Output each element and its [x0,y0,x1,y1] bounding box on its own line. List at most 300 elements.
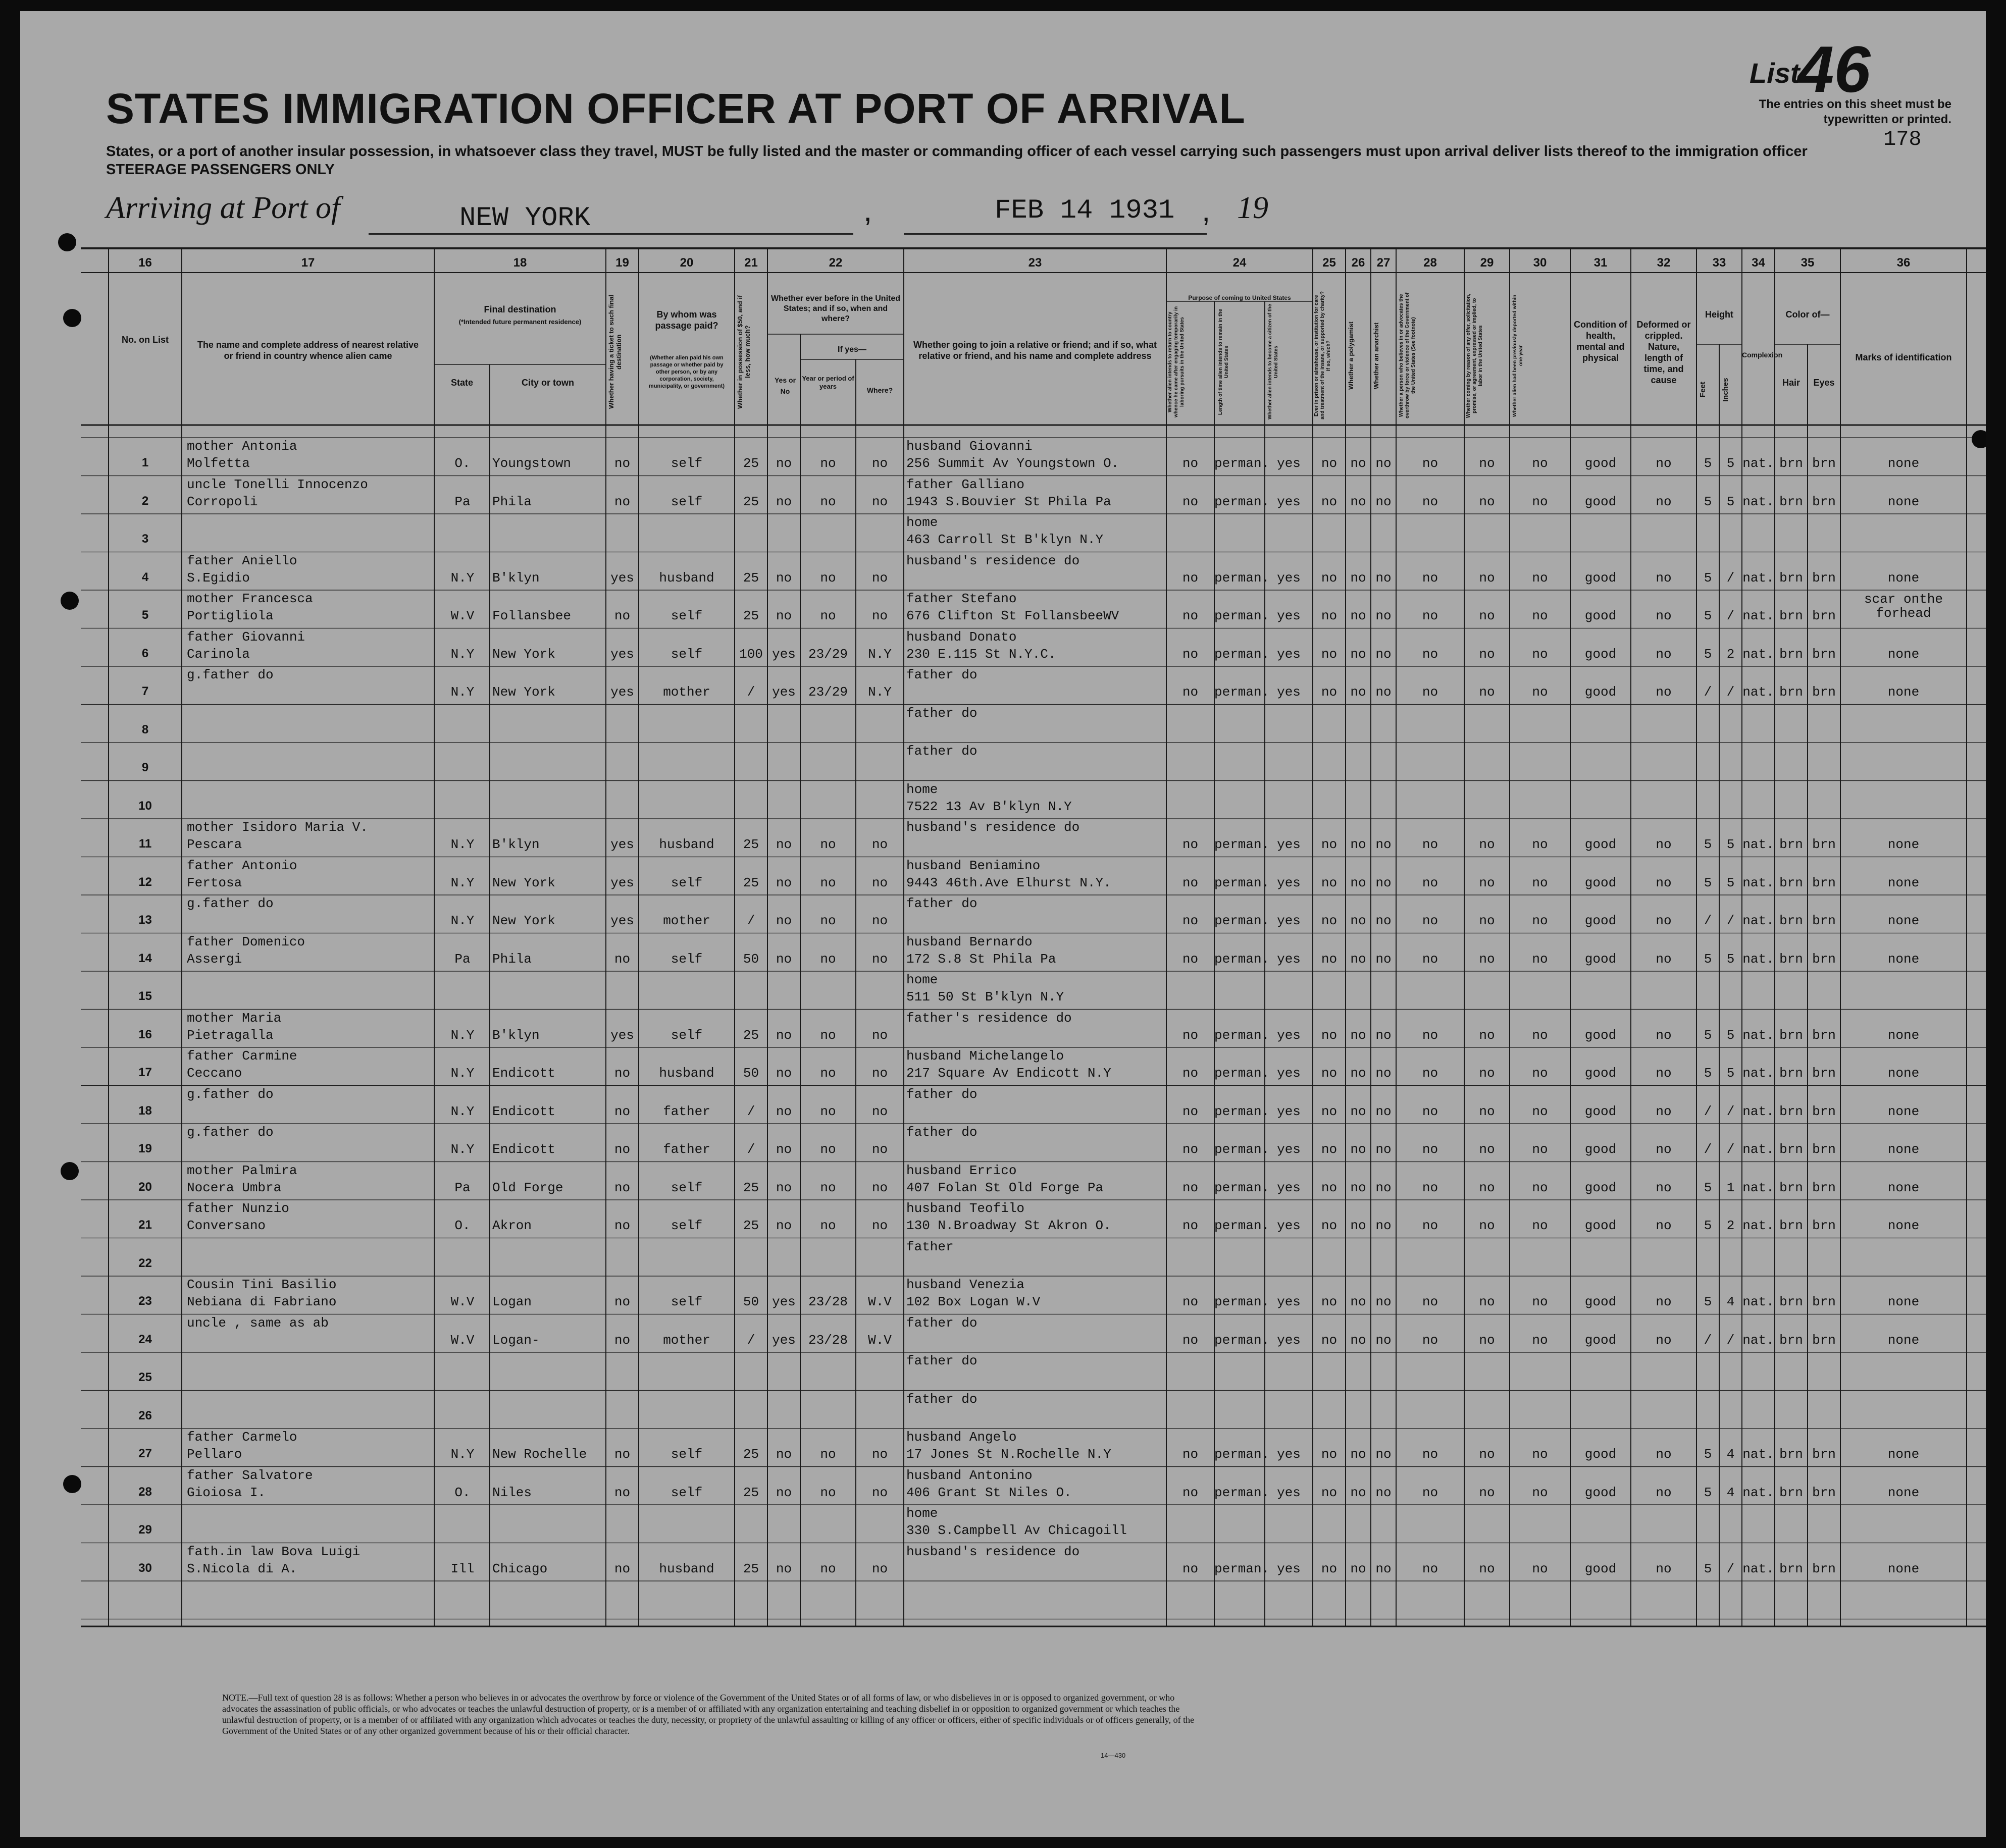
cell-ticket: no [614,1332,631,1348]
cell-no: 24 [138,1332,152,1346]
col-number: 29 [1480,256,1494,270]
cell-ticket: yes [610,875,634,890]
cell-state: N.Y [450,1103,475,1119]
cell-deformed: no [1656,684,1672,700]
cell-comp: nat. [1742,951,1774,967]
cell-q28: no [1422,456,1438,471]
cell-join2: 217 Square Av Endicott N.Y [906,1066,1111,1081]
cell-health: good [1584,1294,1617,1309]
cell-where: no [871,608,888,623]
cell-rel1: Cousin Tini Basilio [187,1277,337,1292]
port-value: NEW YORK [459,203,591,234]
cell-poly: no [1350,1103,1366,1119]
cell-money: / [747,1332,755,1348]
cell-period: no [820,1103,836,1119]
cell-p-b: perman. [1214,1180,1270,1195]
cell-q29: no [1479,646,1495,662]
cell-rel1: mother Palmira [187,1163,297,1178]
cell-q29: no [1479,1561,1495,1576]
cell-p-b: perman. [1214,570,1270,586]
cell-deformed: no [1656,875,1672,890]
cell-rel2: Nocera Umbra [187,1180,282,1195]
footnote-question-28: NOTE.—Full text of question 28 is as follows: Whether a person who believes in or advocates the overthrow by force or violence of the Government of the United States or of all forms of law, or who disbelieves in or is opposed to organized government, or who advocates the assassination of public officials, or who advocates or teaches the unlawful destruction of property, or is a member of or affiliated with any organization entertaining and teaching disbelief in or opposition to organized government or which teaches the unlawful destruction of property, or is a member of or affiliated with any organization which advocates or teaches the duty, necessity, or propriety of the unlawful assaulting or killing of any officer or officers, either of specific individuals or of officers generally, of the Government of the United States or of any other organized government because of his or their official character. [222,1693,1195,1736]
cell-eyes: brn [1812,646,1836,662]
header-period: Year or period of years [802,375,854,390]
header-money: Whether in possession of $50, and if less, how much? [736,295,751,409]
typewritten-note: The entries on this sheet must be typewritten or printed. [1759,97,1951,126]
header-where: Where? [866,386,893,394]
cell-join1: husband Beniamino [906,858,1041,873]
cell-q29: no [1479,456,1495,471]
cell-q30: no [1532,1485,1548,1500]
cell-marks: none [1887,1561,1920,1576]
col-number: 16 [138,256,152,270]
cell-p-b: perman. [1214,646,1270,662]
cell-rel2: Nebiana di Fabriano [187,1294,337,1309]
cell-money: 25 [743,456,759,471]
cell-p-a: no [1182,456,1199,471]
arriving-label: Arriving at Port of [106,191,340,225]
cell-p-c: yes [1277,1103,1301,1119]
cell-poly: no [1350,1027,1366,1043]
cell-ticket: yes [610,684,634,700]
cell-state: O. [454,1218,471,1233]
cell-q28: no [1422,1294,1438,1309]
cell-p-b: perman. [1214,1027,1270,1043]
cell-q28: no [1422,1066,1438,1081]
cell-p-b: perman. [1214,1561,1270,1576]
cell-money: / [747,913,755,928]
cell-eyes: brn [1812,494,1836,509]
cell-q30: no [1532,684,1548,700]
cell-rel2: Portigliola [187,608,274,623]
cell-before: no [776,570,792,586]
cell-no: 20 [138,1180,152,1194]
cell-where: N.Y [868,684,892,700]
cell-anar: no [1375,646,1392,662]
cell-money: 25 [743,1027,759,1043]
cell-rel1: g.father do [187,1086,274,1102]
cell-prison: no [1321,1066,1338,1081]
cell-inches: / [1726,1103,1735,1119]
cell-city: B'klyn [492,570,540,586]
cell-q29: no [1479,684,1495,700]
cell-inches: 5 [1726,951,1735,967]
cell-marks: none [1887,1332,1920,1348]
cell-join2: 17 Jones St N.Rochelle N.Y [906,1447,1111,1462]
cell-deformed: no [1656,608,1672,623]
cell-deformed: no [1656,570,1672,586]
cell-p-a: no [1182,684,1199,700]
cell-period: no [820,913,836,928]
cell-ticket: no [614,608,631,623]
cell-join2: 102 Box Logan W.V [906,1294,1041,1309]
cell-q28: no [1422,1332,1438,1348]
cell-no: 5 [141,608,149,622]
col-number: 19 [615,256,629,270]
cell-eyes: brn [1812,1218,1836,1233]
cell-no: 18 [138,1103,152,1118]
cell-rel1: father Antonio [187,858,297,873]
cell-marks: none [1887,1066,1920,1081]
cell-eyes: brn [1812,1142,1836,1157]
cell-q29: no [1479,913,1495,928]
cell-p-c: yes [1277,1332,1301,1348]
cell-where: no [871,951,888,967]
cell-comp: nat. [1742,1142,1774,1157]
cell-feet: / [1704,913,1712,928]
cell-inches: / [1726,608,1735,623]
cell-prison: no [1321,608,1338,623]
cell-comp: nat. [1742,1447,1774,1462]
cell-anar: no [1375,1218,1392,1233]
cell-q29: no [1479,1142,1495,1157]
col-number: 35 [1801,256,1815,270]
cell-rel1: mother Antonia [187,439,297,454]
cell-join2: 172 S.8 St Phila Pa [906,951,1056,967]
cell-state: W.V [450,1332,475,1348]
cell-comp: nat. [1742,456,1774,471]
cell-q30: no [1532,1027,1548,1043]
cell-period: no [820,875,836,890]
cell-health: good [1584,1066,1617,1081]
cell-join2: 1943 S.Bouvier St Phila Pa [906,494,1111,509]
cell-hair: brn [1779,570,1803,586]
cell-paid: self [671,608,703,623]
cell-prison: no [1321,1485,1338,1500]
cell-health: good [1584,456,1617,471]
cell-health: good [1584,1485,1617,1500]
cell-where: no [871,837,888,852]
cell-feet: / [1704,1103,1712,1119]
cell-health: good [1584,1180,1617,1195]
cell-state: N.Y [450,875,475,890]
cell-before: no [776,837,792,852]
cell-join1: home [906,515,938,530]
cell-join1: home [906,972,938,987]
cell-rel1: g.father do [187,667,274,682]
cell-deformed: no [1656,1447,1672,1462]
cell-poly: no [1350,456,1366,471]
cell-money: / [747,684,755,700]
cell-feet: / [1704,684,1712,700]
cell-prison: no [1321,646,1338,662]
cell-hair: brn [1779,1332,1803,1348]
cell-q30: no [1532,1180,1548,1195]
cell-no: 28 [138,1485,152,1499]
cell-no: 11 [138,837,152,851]
cell-ticket: yes [610,1027,634,1043]
cell-where: no [871,1447,888,1462]
cell-poly: no [1350,684,1366,700]
cell-anar: no [1375,1142,1392,1157]
cell-marks: none [1887,1447,1920,1462]
cell-prison: no [1321,875,1338,890]
cell-marks: none [1887,570,1920,586]
cell-comp: nat. [1742,1218,1774,1233]
cell-join1: father Galliano [906,477,1025,492]
cell-city: B'klyn [492,1027,540,1043]
col-number: 22 [829,256,843,270]
cell-period: no [820,1027,836,1043]
cell-money: 50 [743,1066,759,1081]
header-prison: Ever in prison or almshouse, or institution for care and treatment of the insane, or supported by charity? If so, which? [1314,291,1331,420]
cell-join1: husband Angelo [906,1430,1017,1445]
cell-ticket: no [614,1142,631,1157]
cell-q30: no [1532,837,1548,852]
cell-feet: 5 [1704,1561,1712,1576]
cell-rel2: Carinola [187,646,250,662]
cell-rel2: S.Nicola di A. [187,1561,297,1576]
cell-join2: 256 Summit Av Youngstown O. [906,456,1119,471]
header-purpose-c: Whether alien intends to become a citizen of the United States [1267,304,1279,420]
cell-q29: no [1479,1485,1495,1500]
cell-anar: no [1375,570,1392,586]
cell-paid: self [671,875,703,890]
cell-join1: father do [906,1125,978,1140]
header-joining: Whether going to join a relative or friend; and if so, what relative or friend, and his name and complete address [913,340,1157,361]
cell-period: 23/29 [808,684,848,700]
cell-anar: no [1375,456,1392,471]
cell-p-b: perman. [1214,1103,1270,1119]
cell-eyes: brn [1812,1027,1836,1043]
cell-before: yes [772,1294,796,1309]
form-code: 14—430 [1101,1752,1126,1759]
cell-join1: home [906,781,938,797]
cell-no: 30 [138,1561,152,1575]
cell-inches: 5 [1726,837,1735,852]
cell-period: no [820,1485,836,1500]
cell-p-c: yes [1277,951,1301,967]
cell-prison: no [1321,1103,1338,1119]
cell-ticket: no [614,1180,631,1195]
header-purpose: Purpose of coming to United States [1188,294,1291,301]
cell-p-c: yes [1277,1180,1301,1195]
cell-q30: no [1532,570,1548,586]
cell-inches: 4 [1726,1447,1735,1462]
sheet-number: 178 [1883,127,1922,151]
col-number: 31 [1593,256,1608,270]
header-anarchist: Whether an anarchist [1372,322,1380,389]
binder-hole [1972,430,1986,448]
col-number: 27 [1376,256,1391,270]
cell-anar: no [1375,1027,1392,1043]
cell-join1: husband Errico [906,1163,1017,1178]
cell-q30: no [1532,913,1548,928]
cell-period: no [820,1218,836,1233]
cell-hair: brn [1779,1142,1803,1157]
cell-no: 16 [138,1027,152,1041]
cell-q28: no [1422,913,1438,928]
cell-marks: none [1887,1218,1920,1233]
cell-eyes: brn [1812,837,1836,852]
cell-city: Phila [492,951,532,967]
cell-hair: brn [1779,1027,1803,1043]
cell-q28: no [1422,570,1438,586]
cell-money: 25 [743,494,759,509]
cell-paid: mother [663,913,710,928]
cell-eyes: brn [1812,1561,1836,1576]
cell-marks: none [1887,1294,1920,1309]
cell-q29: no [1479,1027,1495,1043]
cell-paid: self [671,1027,703,1043]
cell-city: Endicott [492,1142,555,1157]
cell-rel2: Ceccano [187,1066,242,1081]
cell-rel2: Assergi [187,951,242,967]
cell-ticket: yes [610,570,634,586]
cell-p-c: yes [1277,608,1301,623]
cell-eyes: brn [1812,913,1836,928]
cell-q29: no [1479,1447,1495,1462]
col-number: 36 [1896,256,1911,270]
cell-eyes: brn [1812,1447,1836,1462]
cell-join1: father Stefano [906,591,1017,606]
page-title: STATES IMMIGRATION OFFICER AT PORT OF ARRIVAL [106,85,1246,132]
cell-join1: home [906,1506,938,1521]
cell-comp: nat. [1742,837,1774,852]
cell-feet: 5 [1704,456,1712,471]
cell-p-c: yes [1277,456,1301,471]
cell-hair: brn [1779,1561,1803,1576]
cell-comp: nat. [1742,684,1774,700]
cell-rel1: father Aniello [187,553,297,568]
cell-city: Endicott [492,1066,555,1081]
cell-paid: husband [659,570,714,586]
cell-where: W.V [868,1294,892,1309]
cell-paid: self [671,1218,703,1233]
cell-marks: none [1887,875,1920,890]
cell-prison: no [1321,913,1338,928]
cell-inches: 5 [1726,456,1735,471]
cell-q29: no [1479,1103,1495,1119]
cell-eyes: brn [1812,1180,1836,1195]
cell-hair: brn [1779,875,1803,890]
cell-inches: 5 [1726,494,1735,509]
cell-hair: brn [1779,1103,1803,1119]
cell-ticket: no [614,1447,631,1462]
year-label: 19 [1237,191,1268,225]
col-number: 23 [1028,256,1042,270]
cell-city: Follansbee [492,608,572,623]
cell-rel1: father Giovanni [187,629,305,645]
cell-feet: 5 [1704,1294,1712,1309]
cell-where: no [871,570,888,586]
cell-p-a: no [1182,1180,1199,1195]
cell-poly: no [1350,913,1366,928]
cell-state: N.Y [450,1066,475,1081]
separator-comma: , [1202,193,1211,228]
cell-p-a: no [1182,608,1199,623]
cell-anar: no [1375,1294,1392,1309]
cell-q28: no [1422,1027,1438,1043]
cell-state: Pa [454,951,471,967]
cell-p-b: perman. [1214,1142,1270,1157]
cell-anar: no [1375,1066,1392,1081]
instructions-text: States, or a port of another insular possession, in whatsoever class they travel, MUST be fully listed and the master or commanding officer of each vessel carrying such passengers must upon arrival deliver lists thereof to the immigration officer [106,143,1808,160]
cell-p-a: no [1182,494,1199,509]
cell-rel1: g.father do [187,896,274,911]
cell-money: 100 [739,646,763,662]
cell-money: 25 [743,1180,759,1195]
cell-money: 25 [743,1218,759,1233]
cell-q28: no [1422,494,1438,509]
cell-hair: brn [1779,1180,1803,1195]
cell-deformed: no [1656,913,1672,928]
cell-q30: no [1532,1561,1548,1576]
cell-state: W.V [450,608,475,623]
cell-no: 12 [138,875,152,889]
header-intended-residence: (*Intended future permanent residence) [458,318,582,326]
cell-money: 25 [743,1561,759,1576]
date-line [904,233,1207,235]
cell-prison: no [1321,951,1338,967]
cell-deformed: no [1656,456,1672,471]
cell-before: no [776,1142,792,1157]
cell-q29: no [1479,951,1495,967]
cell-join1: husband's residence do [906,1544,1080,1559]
cell-city: New Rochelle [492,1447,587,1462]
list-label: List [1750,57,1800,89]
cell-ticket: no [614,1103,631,1119]
cell-p-b: perman. [1214,1294,1270,1309]
cell-eyes: brn [1812,1103,1836,1119]
cell-q28: no [1422,1561,1438,1576]
cell-prison: no [1321,1447,1338,1462]
cell-marks: none [1887,456,1920,471]
cell-q30: no [1532,1218,1548,1233]
header-passage-note: (Whether alien paid his own passage or whether paid by other person, or by any corporation, society, municipality, or government) [648,355,725,389]
cell-health: good [1584,684,1617,700]
cell-paid: self [671,1447,703,1462]
cell-city: Chicago [492,1561,548,1576]
cell-paid: self [671,951,703,967]
cell-q29: no [1479,1066,1495,1081]
header-eyes: Eyes [1813,378,1835,388]
cell-no: 10 [138,799,152,813]
cell-comp: nat. [1742,494,1774,509]
cell-join2: 230 E.115 St N.Y.C. [906,646,1056,662]
cell-no: 1 [141,456,149,469]
cell-health: good [1584,1332,1617,1348]
cell-inches: / [1726,1142,1735,1157]
cell-inches: / [1726,1561,1735,1576]
cell-p-c: yes [1277,570,1301,586]
cell-anar: no [1375,913,1392,928]
cell-health: good [1584,913,1617,928]
cell-prison: no [1321,1218,1338,1233]
cell-period: no [820,951,836,967]
cell-before: yes [772,1332,796,1348]
cell-money: 25 [743,608,759,623]
col-number: 25 [1322,256,1336,270]
cell-p-c: yes [1277,1218,1301,1233]
cell-p-a: no [1182,646,1199,662]
header-complexion: Complexion [1742,351,1783,359]
cell-eyes: brn [1812,1332,1836,1348]
cell-feet: 5 [1704,1066,1712,1081]
cell-rel2: Molfetta [187,456,250,471]
cell-p-b: perman. [1214,837,1270,852]
cell-paid: self [671,456,703,471]
cell-money: 50 [743,1294,759,1309]
cell-feet: 5 [1704,570,1712,586]
header-health: Condition of health, mental and physical [1574,320,1627,363]
cell-anar: no [1375,1103,1392,1119]
cell-prison: no [1321,1332,1338,1348]
cell-where: no [871,1103,888,1119]
cell-state: N.Y [450,570,475,586]
cell-comp: nat. [1742,570,1774,586]
